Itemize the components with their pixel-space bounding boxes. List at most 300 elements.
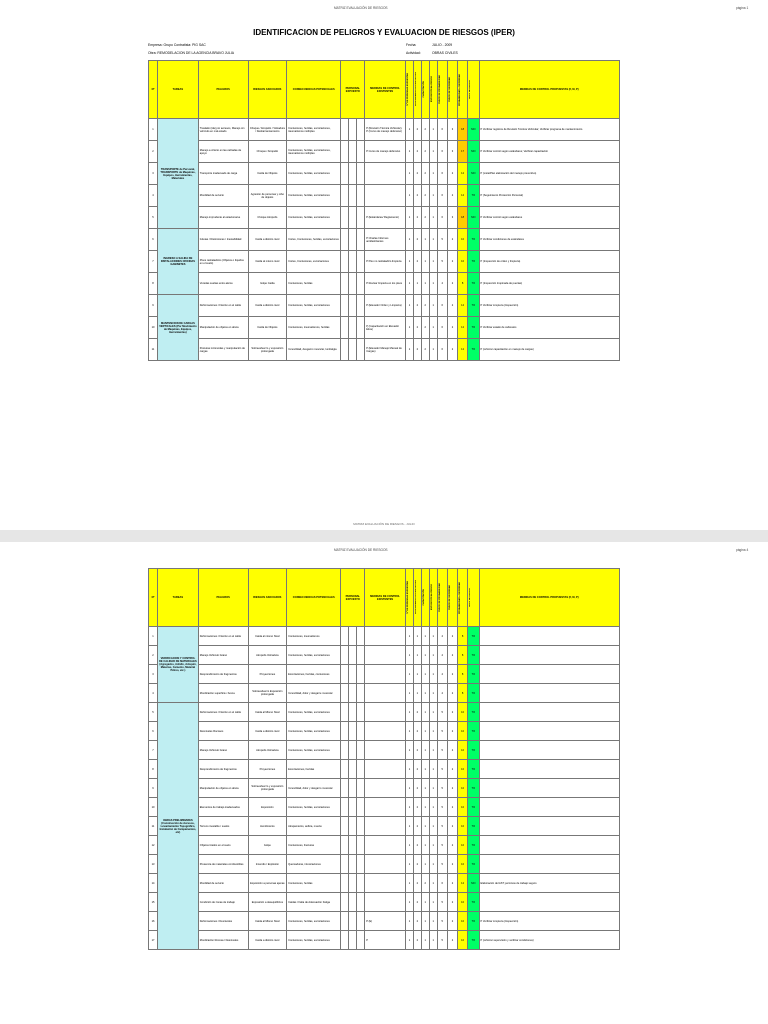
medida-cell: P Curso de manejo defensivo xyxy=(365,141,406,163)
personal-mark xyxy=(341,912,349,931)
prob-value-1: 2 xyxy=(413,817,421,836)
peligro-cell: Movilidad de servicio xyxy=(198,185,248,207)
prob-value-0: 1 xyxy=(405,229,413,251)
header-tareas: TAREAS xyxy=(158,569,199,627)
peligro-cell: Desprendimiento de fragmentos xyxy=(198,665,248,684)
table-row xyxy=(149,931,620,950)
riesgo-cell: Caída a distinto nivel xyxy=(248,229,286,251)
consecuencia-cell: Excoriaciones, heridas, contusiones xyxy=(287,665,341,684)
prob-value-3: 1 xyxy=(429,119,437,141)
peligro-cell: Deformaciones / Desniveles xyxy=(198,912,248,931)
row-number: 9 xyxy=(149,779,158,798)
prob-value-7: TO xyxy=(468,836,479,855)
personal-mark xyxy=(341,798,349,817)
table-row xyxy=(149,912,620,931)
prob-value-3: 1 xyxy=(429,627,437,646)
consecuencia-cell: Inmovilidad, dolor y desgarre muscular xyxy=(287,684,341,703)
peligro-cell: Terreno inestable / suelos xyxy=(198,817,248,836)
personal-mark xyxy=(349,741,357,760)
medida-cell: P xyxy=(365,931,406,950)
prob-value-7: MO xyxy=(468,163,479,185)
peligro-cell: Pisos resbaladizos (Objetos o líquidos en el suelo) xyxy=(198,251,248,273)
personal-mark xyxy=(341,817,349,836)
row-number: 11 xyxy=(149,817,158,836)
row-number: 5 xyxy=(149,703,158,722)
medida-cell: P (Capacitación en Elevador Ética) xyxy=(365,317,406,339)
riesgo-cell: Caída al Mismo Nivel xyxy=(248,912,286,931)
peligro-cell: Traslado (ida) por accesos, Manejo sin vehículo en mal estado xyxy=(198,119,248,141)
prob-value-6: 12 xyxy=(458,339,468,361)
prob-value-7: TO xyxy=(468,295,479,317)
personal-mark xyxy=(341,703,349,722)
prob-value-3: 1 xyxy=(429,251,437,273)
prob-value-0: 1 xyxy=(405,779,413,798)
prob-value-3: 1 xyxy=(429,665,437,684)
consecuencia-cell: Cortes, Contusiones, excoriaciones xyxy=(287,251,341,273)
personal-mark xyxy=(357,185,365,207)
medida-propuesta-cell: P (Inspección de orden y limpieza) xyxy=(479,251,619,273)
prob-value-7: TO xyxy=(468,317,479,339)
personal-mark xyxy=(341,141,349,163)
prob-value-7: MO xyxy=(468,874,479,893)
consecuencia-cell: Cortes, Contusiones, heridas, excoriaciones xyxy=(287,229,341,251)
prob-value-6: 17 xyxy=(458,141,468,163)
table-row xyxy=(149,703,620,722)
consecuencia-cell: Contusiones, heridas, excoriaciones xyxy=(287,207,341,229)
consecuencia-cell: Contusiones, fracturas xyxy=(287,836,341,855)
header-num: Nº xyxy=(149,569,158,627)
prob-value-4: 6 xyxy=(437,185,447,207)
table-row xyxy=(149,229,620,251)
personal-mark xyxy=(349,893,357,912)
peligro-cell: Transporte inadecuado de carga xyxy=(198,163,248,185)
prob-value-6: 10 xyxy=(458,251,468,273)
personal-mark xyxy=(349,119,357,141)
prob-value-2: 1 xyxy=(421,684,429,703)
prob-value-1: 2 xyxy=(413,855,421,874)
header-prob-label-2: CAPACITACIÓN xyxy=(422,589,425,606)
prob-value-7: TO xyxy=(468,703,479,722)
consecuencia-cell: Atrapamiento, asfixia, muerte xyxy=(287,817,341,836)
table-row xyxy=(149,185,620,207)
row-number: 4 xyxy=(149,185,158,207)
prob-value-3: 1 xyxy=(429,295,437,317)
prob-value-1: 2 xyxy=(413,119,421,141)
peligro-cell: Presencia de materiales combustibles xyxy=(198,855,248,874)
peligro-cell: Manejo Vehículo liviano xyxy=(198,741,248,760)
consecuencia-cell: Contusiones, heridas, excoriaciones xyxy=(287,185,341,207)
prob-value-1: 1 xyxy=(413,665,421,684)
table-row xyxy=(149,779,620,798)
personal-mark xyxy=(357,119,365,141)
prob-value-3: 1 xyxy=(429,817,437,836)
personal-mark xyxy=(357,817,365,836)
personal-mark xyxy=(349,295,357,317)
personal-mark xyxy=(341,339,349,361)
prob-value-5: 2 xyxy=(447,339,457,361)
prob-value-3: 1 xyxy=(429,855,437,874)
prob-value-2: 2 xyxy=(421,119,429,141)
prob-value-4: 5 xyxy=(437,229,447,251)
personal-mark xyxy=(341,646,349,665)
personal-mark xyxy=(357,665,365,684)
header-prob-1 xyxy=(413,569,421,627)
prob-value-1: 1 xyxy=(413,684,421,703)
header-medidas: MEDIDAS DE CONTROL EXISTENTES xyxy=(365,61,406,119)
header-prob-label-0: Nº DE PERSONAS EXPUESTAS xyxy=(406,581,409,614)
medida-propuesta-cell: P Verificar estado de cabrestos xyxy=(479,317,619,339)
medida-cell xyxy=(365,627,406,646)
page-header-center: MATRIZ EVALUACIÓN DE RIESGOS xyxy=(334,6,388,10)
prob-value-6: 12 xyxy=(458,295,468,317)
personal-mark xyxy=(357,703,365,722)
row-number: 7 xyxy=(149,251,158,273)
prob-value-5: 2 xyxy=(447,627,457,646)
medida-cell xyxy=(365,703,406,722)
prob-value-5: 2 xyxy=(447,798,457,817)
prob-value-1: 2 xyxy=(413,251,421,273)
riesgo-cell: Proyecciones xyxy=(248,760,286,779)
medida-propuesta-cell: P Verificar condiciones de estándares xyxy=(479,229,619,251)
personal-mark xyxy=(349,722,357,741)
prob-value-0: 1 xyxy=(405,931,413,950)
prob-value-7: TO xyxy=(468,912,479,931)
prob-value-7: TO xyxy=(468,798,479,817)
personal-mark xyxy=(341,185,349,207)
empresa-label: Empresa: Grupo Contratista: PIG SAC xyxy=(148,43,206,47)
riesgo-cell: Atropello Volcadura xyxy=(248,741,286,760)
consecuencia-cell: Contusiones, heridas, excoriaciones xyxy=(287,703,341,722)
prob-value-1: 2 xyxy=(413,229,421,251)
prob-value-2: 2 xyxy=(421,317,429,339)
medida-propuesta-cell xyxy=(479,741,619,760)
prob-value-5: 2 xyxy=(447,251,457,273)
prob-value-0: 1 xyxy=(405,141,413,163)
medida-propuesta-cell xyxy=(479,703,619,722)
page-number-2: página 4 xyxy=(736,548,749,552)
riesgo-cell: Exposición xyxy=(248,798,286,817)
prob-value-4: 6 xyxy=(437,317,447,339)
prob-value-5: 2 xyxy=(447,855,457,874)
prob-value-0: 1 xyxy=(405,185,413,207)
header-prob-label-5: ÍNDICE DE SEVERIDAD xyxy=(448,585,451,610)
peligro-cell: Deformaciones / Flexión en el cable xyxy=(198,627,248,646)
prob-value-6: 8 xyxy=(458,646,468,665)
prob-value-3: 1 xyxy=(429,912,437,931)
medida-propuesta-cell xyxy=(479,779,619,798)
prob-value-6: 10 xyxy=(458,912,468,931)
header-riesgos: RIESGOS ASOCIADOS xyxy=(248,569,286,627)
prob-value-1: 2 xyxy=(413,836,421,855)
peligro-cell: Condición de zonas de trabajo xyxy=(198,893,248,912)
peligro-cell: Deformaciones / Flexión en el cable xyxy=(198,295,248,317)
medida-propuesta-cell xyxy=(479,722,619,741)
header-prob-0 xyxy=(405,569,413,627)
header-prob-label-7: NIVEL DE RIESGO xyxy=(469,79,472,100)
prob-value-5: 2 xyxy=(447,760,457,779)
header-prob-3 xyxy=(429,61,437,119)
prob-value-6: 10 xyxy=(458,836,468,855)
prob-value-7: TO xyxy=(468,722,479,741)
medida-propuesta-cell xyxy=(479,760,619,779)
header-prob-7 xyxy=(468,61,479,119)
prob-value-3: 1 xyxy=(429,141,437,163)
prob-value-1: 1 xyxy=(413,627,421,646)
prob-value-7: TO xyxy=(468,741,479,760)
prob-value-4: 5 xyxy=(437,703,447,722)
prob-value-5: 2 xyxy=(447,646,457,665)
prob-value-1: 2 xyxy=(413,931,421,950)
personal-mark xyxy=(349,874,357,893)
prob-value-6: 8 xyxy=(458,684,468,703)
prob-value-1: 2 xyxy=(413,760,421,779)
row-number: 16 xyxy=(149,912,158,931)
personal-mark xyxy=(341,317,349,339)
personal-mark xyxy=(349,339,357,361)
medida-cell xyxy=(365,741,406,760)
prob-value-4: 5 xyxy=(437,893,447,912)
consecuencia-cell: Contusiones, heridas xyxy=(287,273,341,295)
header-prob-label-5: ÍNDICE DE SEVERIDAD xyxy=(448,77,451,102)
peligro-cell: Manejo Vehículo liviano xyxy=(198,646,248,665)
table-row xyxy=(149,760,620,779)
prob-value-1: 2 xyxy=(413,798,421,817)
riesgo-cell: Sobreesfuerzo y exposición prolongada xyxy=(248,779,286,798)
prob-value-5: 2 xyxy=(447,703,457,722)
prob-value-3: 1 xyxy=(429,931,437,950)
personal-mark xyxy=(341,722,349,741)
medida-propuesta-cell: Elaboración del AST; permisos de trabajo seguro xyxy=(479,874,619,893)
prob-value-5: 2 xyxy=(447,912,457,931)
personal-mark xyxy=(349,627,357,646)
personal-mark xyxy=(349,760,357,779)
prob-value-1: 1 xyxy=(413,646,421,665)
riesgo-cell: Caída a distinto nivel xyxy=(248,931,286,950)
consecuencia-cell: Contusiones, heridas xyxy=(287,874,341,893)
prob-value-3: 1 xyxy=(429,185,437,207)
prob-value-0: 1 xyxy=(405,836,413,855)
medida-cell xyxy=(365,817,406,836)
prob-value-2: 1 xyxy=(421,836,429,855)
medida-propuesta-cell: P (Lista/Plan elaboración del manejo preventivo) xyxy=(479,163,619,185)
row-number: 8 xyxy=(149,273,158,295)
prob-value-1: 2 xyxy=(413,893,421,912)
header-num: Nº xyxy=(149,61,158,119)
medida-propuesta-cell xyxy=(479,684,619,703)
prob-value-1: 2 xyxy=(413,207,421,229)
header-prob-6 xyxy=(458,61,468,119)
consecuencia-cell: Contusiones, heridas, excoriaciones, traumatismos múltiples xyxy=(287,119,341,141)
prob-value-5: 2 xyxy=(447,665,457,684)
prob-value-4: 4 xyxy=(437,665,447,684)
prob-value-4: 6 xyxy=(437,119,447,141)
row-number: 15 xyxy=(149,893,158,912)
personal-mark xyxy=(341,665,349,684)
prob-value-7: TO xyxy=(468,627,479,646)
riesgo-cell: Golpe Caída xyxy=(248,273,286,295)
prob-value-4: 6 xyxy=(437,141,447,163)
prob-value-1: 1 xyxy=(413,273,421,295)
personal-mark xyxy=(357,893,365,912)
medida-cell: P Piso no resbaladizo limpieza xyxy=(365,251,406,273)
medida-propuesta-cell: P (reforzar capacitación en manejo de cargas) xyxy=(479,339,619,361)
prob-value-5: 2 xyxy=(447,185,457,207)
medida-propuesta-cell xyxy=(479,817,619,836)
personal-mark xyxy=(341,684,349,703)
prob-value-7: MO xyxy=(468,141,479,163)
header-prob-label-6: PROBABILIDAD x SEVERIDAD xyxy=(459,73,462,106)
personal-mark xyxy=(349,703,357,722)
personal-mark xyxy=(341,627,349,646)
table-row xyxy=(149,119,620,141)
prob-value-1: 2 xyxy=(413,185,421,207)
prob-value-1: 2 xyxy=(413,722,421,741)
header-prob-label-1: PROCEDIMIENTOS EXISTENTES xyxy=(414,72,417,107)
prob-value-0: 1 xyxy=(405,798,413,817)
prob-value-5: 2 xyxy=(447,874,457,893)
consecuencia-cell: Quemaduras, intoxicaciones xyxy=(287,855,341,874)
prob-value-2: 1 xyxy=(421,893,429,912)
prob-value-7: TO xyxy=(468,273,479,295)
prob-value-0: 1 xyxy=(405,703,413,722)
task-cell: MANTENCION DE CARGAS VERTICALES (Por Movimiento de Maquinas, Equipos, Herramientas) xyxy=(158,295,199,361)
prob-value-7: TO xyxy=(468,817,479,836)
prob-value-1: 2 xyxy=(413,295,421,317)
riesgo-cell: Hundimiento xyxy=(248,817,286,836)
prob-value-3: 1 xyxy=(429,874,437,893)
prob-value-3: 1 xyxy=(429,703,437,722)
table-row xyxy=(149,741,620,760)
prob-value-7: TO xyxy=(468,855,479,874)
riesgo-cell: Choque Atropello xyxy=(248,207,286,229)
prob-value-4: 6 xyxy=(437,874,447,893)
medida-cell xyxy=(365,798,406,817)
personal-mark xyxy=(341,163,349,185)
personal-mark xyxy=(341,836,349,855)
table-row xyxy=(149,817,620,836)
medida-cell xyxy=(365,760,406,779)
prob-value-7: TO xyxy=(468,779,479,798)
riesgo-cell: Exposición a personas ajenas xyxy=(248,874,286,893)
header-prob-1 xyxy=(413,61,421,119)
prob-value-3: 1 xyxy=(429,229,437,251)
prob-value-4: 4 xyxy=(437,273,447,295)
peligro-cell: Deformaciones / Flexión en el cable xyxy=(198,703,248,722)
header-prob-label-3: EXPOSICIÓN AL RIESGO xyxy=(430,76,433,103)
prob-value-3: 1 xyxy=(429,163,437,185)
obra-label: Obra: REMODELACION DE LA AGENCIA BRAVO JULIA xyxy=(148,51,235,55)
prob-value-5: 2 xyxy=(447,817,457,836)
riesgo-cell: Caída a distinto nivel xyxy=(248,722,286,741)
medida-propuesta-cell xyxy=(479,665,619,684)
prob-value-5: 2 xyxy=(447,836,457,855)
consecuencia-cell: Contusiones, heridas, excoriaciones xyxy=(287,912,341,931)
riesgo-cell: Proyecciones xyxy=(248,665,286,684)
prob-value-0: 1 xyxy=(405,295,413,317)
prob-value-2: 1 xyxy=(421,273,429,295)
prob-value-2: 2 xyxy=(421,295,429,317)
row-number: 3 xyxy=(149,665,158,684)
riesgo-cell: Choque / Atropello xyxy=(248,141,286,163)
row-number: 6 xyxy=(149,722,158,741)
prob-value-4: 6 xyxy=(437,163,447,185)
prob-value-3: 1 xyxy=(429,646,437,665)
table-row xyxy=(149,646,620,665)
prob-value-3: 1 xyxy=(429,741,437,760)
prob-value-2: 1 xyxy=(421,741,429,760)
personal-mark xyxy=(357,931,365,950)
personal-mark xyxy=(349,836,357,855)
prob-value-0: 1 xyxy=(405,741,413,760)
riesgo-cell: Sobreesfuerzo y exposición prolongada xyxy=(248,339,286,361)
personal-mark xyxy=(357,273,365,295)
prob-value-0: 1 xyxy=(405,817,413,836)
prob-value-0: 1 xyxy=(405,273,413,295)
table-row xyxy=(149,798,620,817)
table-row xyxy=(149,163,620,185)
personal-mark xyxy=(349,779,357,798)
prob-value-0: 1 xyxy=(405,251,413,273)
prob-value-5: 2 xyxy=(447,163,457,185)
medida-cell xyxy=(365,646,406,665)
prob-value-6: 10 xyxy=(458,741,468,760)
prob-value-7: TO xyxy=(468,760,479,779)
prob-value-5: 2 xyxy=(447,295,457,317)
prob-value-1: 2 xyxy=(413,141,421,163)
header-prob-2 xyxy=(421,61,429,119)
peligro-cell: Movilidad de servicio xyxy=(198,874,248,893)
prob-value-7: TO xyxy=(468,684,479,703)
actividad-value: OBRAS CIVILES xyxy=(432,51,458,55)
row-number: 5 xyxy=(149,207,158,229)
row-number: 7 xyxy=(149,741,158,760)
personal-mark xyxy=(357,207,365,229)
peligro-cell: Manejo a criterio en las calzadas de apoyo xyxy=(198,141,248,163)
prob-value-1: 2 xyxy=(413,874,421,893)
table-row xyxy=(149,207,620,229)
prob-value-0: 1 xyxy=(405,646,413,665)
actividad-label: Actividad: xyxy=(406,51,421,55)
table-row xyxy=(149,317,620,339)
medida-cell xyxy=(365,874,406,893)
prob-value-5: 2 xyxy=(447,741,457,760)
table-row xyxy=(149,627,620,646)
prob-value-2: 1 xyxy=(421,722,429,741)
riesgo-cell: Caída al mismo nivel xyxy=(248,251,286,273)
personal-mark xyxy=(349,798,357,817)
prob-value-1: 2 xyxy=(413,339,421,361)
consecuencia-cell: Inmovilidad, dolor y desgarro muscular xyxy=(287,779,341,798)
medida-propuesta-cell xyxy=(479,646,619,665)
prob-value-2: 1 xyxy=(421,760,429,779)
personal-mark xyxy=(349,207,357,229)
prob-value-6: 12 xyxy=(458,317,468,339)
medida-propuesta-cell: P Verificar control según estándares; Verificar capacitación xyxy=(479,141,619,163)
medida-cell: P (E) xyxy=(365,912,406,931)
riesgo-cell: Choque / Atropello / Volcadura / Desbarrancamiento xyxy=(248,119,286,141)
prob-value-0: 1 xyxy=(405,665,413,684)
prob-value-4: 5 xyxy=(437,798,447,817)
peligro-cell: Manipulación de objetos en altura xyxy=(198,317,248,339)
prob-value-5: 3 xyxy=(447,141,457,163)
header-prob-7 xyxy=(468,569,479,627)
peligro-cell: Elementos de trabajo inadecuados xyxy=(198,798,248,817)
prob-value-1: 2 xyxy=(413,741,421,760)
row-number: 1 xyxy=(149,119,158,141)
prob-value-7: TO xyxy=(468,931,479,950)
medida-cell: P Charlas Informes antideslizantes xyxy=(365,229,406,251)
consecuencia-cell: Contusiones, heridas, excoriaciones xyxy=(287,931,341,950)
